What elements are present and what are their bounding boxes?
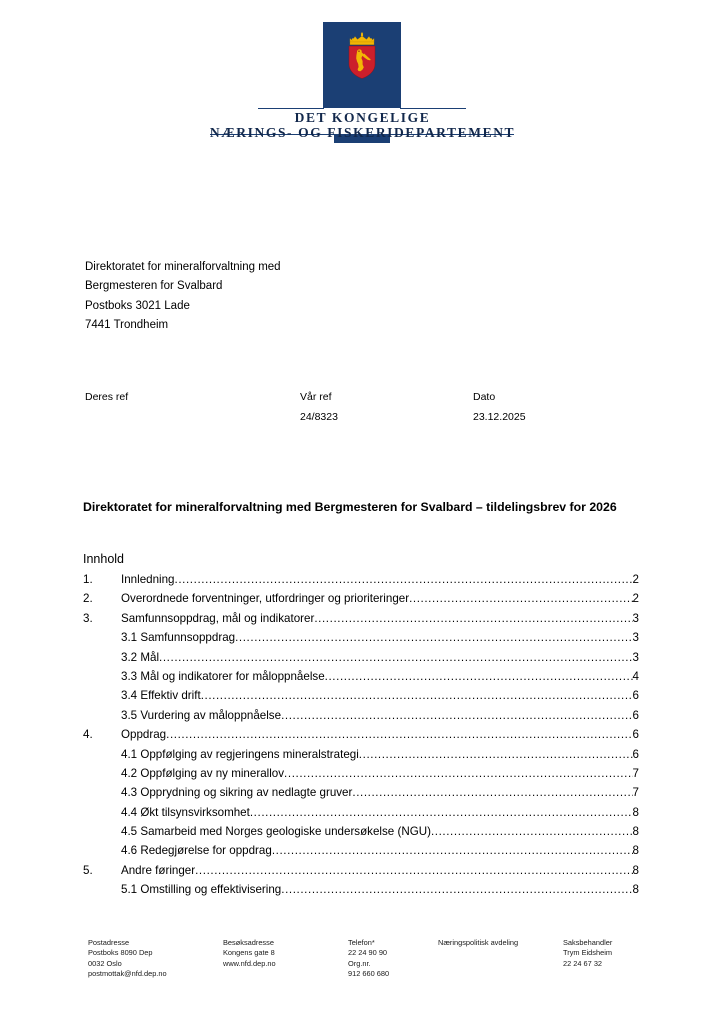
toc-row[interactable] — [83, 783, 639, 802]
toc-dot-leader — [352, 783, 632, 802]
footer-visiting-address — [223, 938, 348, 979]
toc-row-label: Samfunnsoppdrag, mål og indikatorer — [121, 611, 315, 625]
footer-postal-city: 0032 Oslo — [88, 958, 122, 968]
toc-row-page-number: 8 — [632, 844, 639, 858]
letterhead — [0, 22, 725, 140]
toc-row[interactable] — [83, 648, 639, 667]
toc-row-page-number: 3 — [632, 611, 639, 625]
toc-row[interactable] — [83, 861, 639, 880]
footer-telephone-number: 22 24 90 90 — [348, 948, 388, 958]
toc-dot-leader — [325, 667, 633, 686]
toc-row-page-number: 8 — [632, 883, 639, 897]
toc-row[interactable] — [83, 589, 639, 608]
toc-row-label: 4.6 Redegjørelse for oppdrag — [121, 844, 272, 858]
deres-ref-label: Deres ref — [85, 391, 129, 403]
toc-dot-leader — [250, 803, 633, 822]
letterhead-line-1: DET KONGELIGE — [294, 110, 431, 125]
toc-row[interactable] — [83, 880, 639, 899]
toc-row-page-number: 6 — [632, 747, 639, 761]
toc-dot-leader — [431, 822, 633, 841]
toc-dot-leader — [159, 648, 633, 667]
deres-ref-value — [85, 408, 300, 428]
toc-dot-leader — [272, 841, 633, 860]
toc-row-label: 5.1 Omstilling og effektivisering — [121, 883, 282, 897]
toc-row[interactable] — [83, 628, 639, 647]
toc-row-number: 3. — [83, 611, 93, 625]
address-line-1: Direktoratet for mineralforvaltning med — [85, 261, 281, 273]
toc-row-label: 3.4 Effektiv drift — [121, 689, 201, 703]
toc-row-page-number: 8 — [632, 805, 639, 819]
toc-row[interactable] — [83, 725, 639, 744]
toc-dot-leader — [166, 725, 632, 744]
toc-row-number: 2. — [83, 592, 93, 606]
footer-orgnr-label: Org.nr. — [348, 958, 371, 968]
toc-heading: Innhold — [83, 552, 125, 566]
toc-row-page-number: 4 — [632, 669, 639, 683]
toc-dot-leader — [235, 628, 632, 647]
footer-telephone — [348, 938, 438, 979]
toc-row-number: 1. — [83, 572, 93, 586]
footer-department — [438, 938, 563, 979]
toc-row-page-number: 3 — [632, 631, 639, 645]
toc-row-page-number: 7 — [632, 786, 639, 800]
footer-case-officer-label: Saksbehandler — [563, 938, 613, 947]
footer-case-officer — [563, 938, 648, 979]
toc-dot-leader — [284, 764, 633, 783]
var-ref-label: Vår ref — [300, 391, 332, 403]
toc-row-label: 4.3 Opprydning og sikring av nedlagte gruver — [121, 786, 353, 800]
toc-dot-leader — [175, 570, 633, 589]
toc-row-label: 4.5 Samarbeid med Norges geologiske undersøkelse (NGU) — [121, 825, 431, 839]
footer-postal-label: Postadresse — [88, 938, 130, 947]
letterhead-line-2: NÆRINGS- OG FISKERIDEPARTEMENT — [209, 125, 516, 140]
toc-row-label: 3.3 Mål og indikatorer for måloppnåelse — [121, 669, 325, 683]
toc-row-page-number: 6 — [632, 689, 639, 703]
toc-row-list — [83, 570, 639, 900]
toc-row-number: 5. — [83, 863, 93, 877]
footer-orgnr-number: 912 660 680 — [348, 968, 390, 978]
toc-row-page-number: 3 — [632, 650, 639, 664]
toc-row[interactable] — [83, 822, 639, 841]
dato-value: 23.12.2025 — [473, 410, 526, 423]
address-line-3: Postboks 3021 Lade — [85, 299, 190, 312]
footer-postal-box: Postboks 8090 Dep — [88, 948, 153, 958]
footer-visiting-label: Besøksadresse — [223, 938, 274, 947]
var-ref-value: 24/8323 — [300, 410, 338, 423]
toc-row-label: 4.4 Økt tilsynsvirksomhet — [121, 805, 250, 819]
toc-row-label: 3.5 Vurdering av måloppnåelse — [121, 708, 282, 722]
toc-row-page-number: 8 — [632, 825, 639, 839]
toc-row-label: 4.1 Oppfølging av regjeringens mineralstrategi — [121, 747, 359, 761]
footer-email[interactable]: postmottak@nfd.dep.no — [88, 968, 167, 978]
address-line-2: Bergmesteren for Svalbard — [85, 280, 223, 293]
toc-dot-leader — [359, 745, 633, 764]
toc-row-page-number: 6 — [632, 728, 639, 742]
recipient-address — [85, 258, 281, 336]
toc-row-label: 4.2 Oppfølging av ny minerallov — [121, 766, 285, 780]
footer-postal-address — [88, 938, 223, 979]
toc-row-page-number: 6 — [632, 708, 639, 722]
toc-dot-leader — [409, 589, 632, 608]
toc-row[interactable] — [83, 764, 639, 783]
norwegian-coat-of-arms-icon — [344, 31, 380, 79]
footer-department-label: Næringspolitisk avdeling — [438, 938, 519, 947]
toc-row-label: Overordnede forventninger, utfordringer og prioriteringer — [121, 592, 410, 606]
toc-row[interactable] — [83, 745, 639, 764]
toc-row[interactable] — [83, 841, 639, 860]
toc-dot-leader — [201, 686, 633, 705]
toc-dot-leader — [314, 609, 632, 628]
table-of-contents — [83, 549, 639, 900]
toc-row-page-number: 2 — [632, 592, 639, 606]
footer-visiting-street: Kongens gate 8 — [223, 948, 275, 958]
toc-row[interactable] — [83, 706, 639, 725]
document-title: Direktoratet for mineralforvaltning med Bergmesteren for Svalbard – tildelingsbrev for 2026 — [83, 500, 617, 514]
address-line-4: 7441 Trondheim — [85, 319, 169, 332]
toc-row-label: Oppdrag — [121, 728, 167, 742]
toc-row-label: Andre føringer — [121, 863, 196, 877]
footer-case-officer-name: Trym Eidsheim — [563, 948, 613, 958]
toc-dot-leader — [195, 861, 632, 880]
toc-row[interactable] — [83, 803, 639, 822]
toc-row[interactable] — [83, 686, 639, 705]
toc-row-label: Innledning — [121, 572, 175, 586]
letterhead-text — [0, 108, 725, 140]
toc-row-page-number: 7 — [632, 766, 639, 780]
toc-row-label: 3.1 Samfunnsoppdrag — [121, 631, 236, 645]
toc-dot-leader — [281, 706, 632, 725]
footer-website[interactable]: www.nfd.dep.no — [223, 958, 276, 968]
toc-row[interactable] — [83, 667, 639, 686]
toc-row-page-number: 2 — [632, 572, 639, 586]
toc-row[interactable] — [83, 609, 639, 628]
dato-label: Dato — [473, 391, 496, 403]
page-footer — [88, 938, 648, 979]
footer-case-officer-phone: 22 24 67 32 — [563, 958, 603, 968]
reference-block — [85, 388, 645, 427]
toc-row-number: 4. — [83, 728, 93, 742]
footer-telephone-label: Telefon* — [348, 938, 375, 947]
toc-row-label: 3.2 Mål — [121, 650, 160, 664]
toc-row-page-number: 8 — [632, 863, 639, 877]
toc-dot-leader — [281, 880, 632, 899]
toc-row[interactable] — [83, 570, 639, 589]
